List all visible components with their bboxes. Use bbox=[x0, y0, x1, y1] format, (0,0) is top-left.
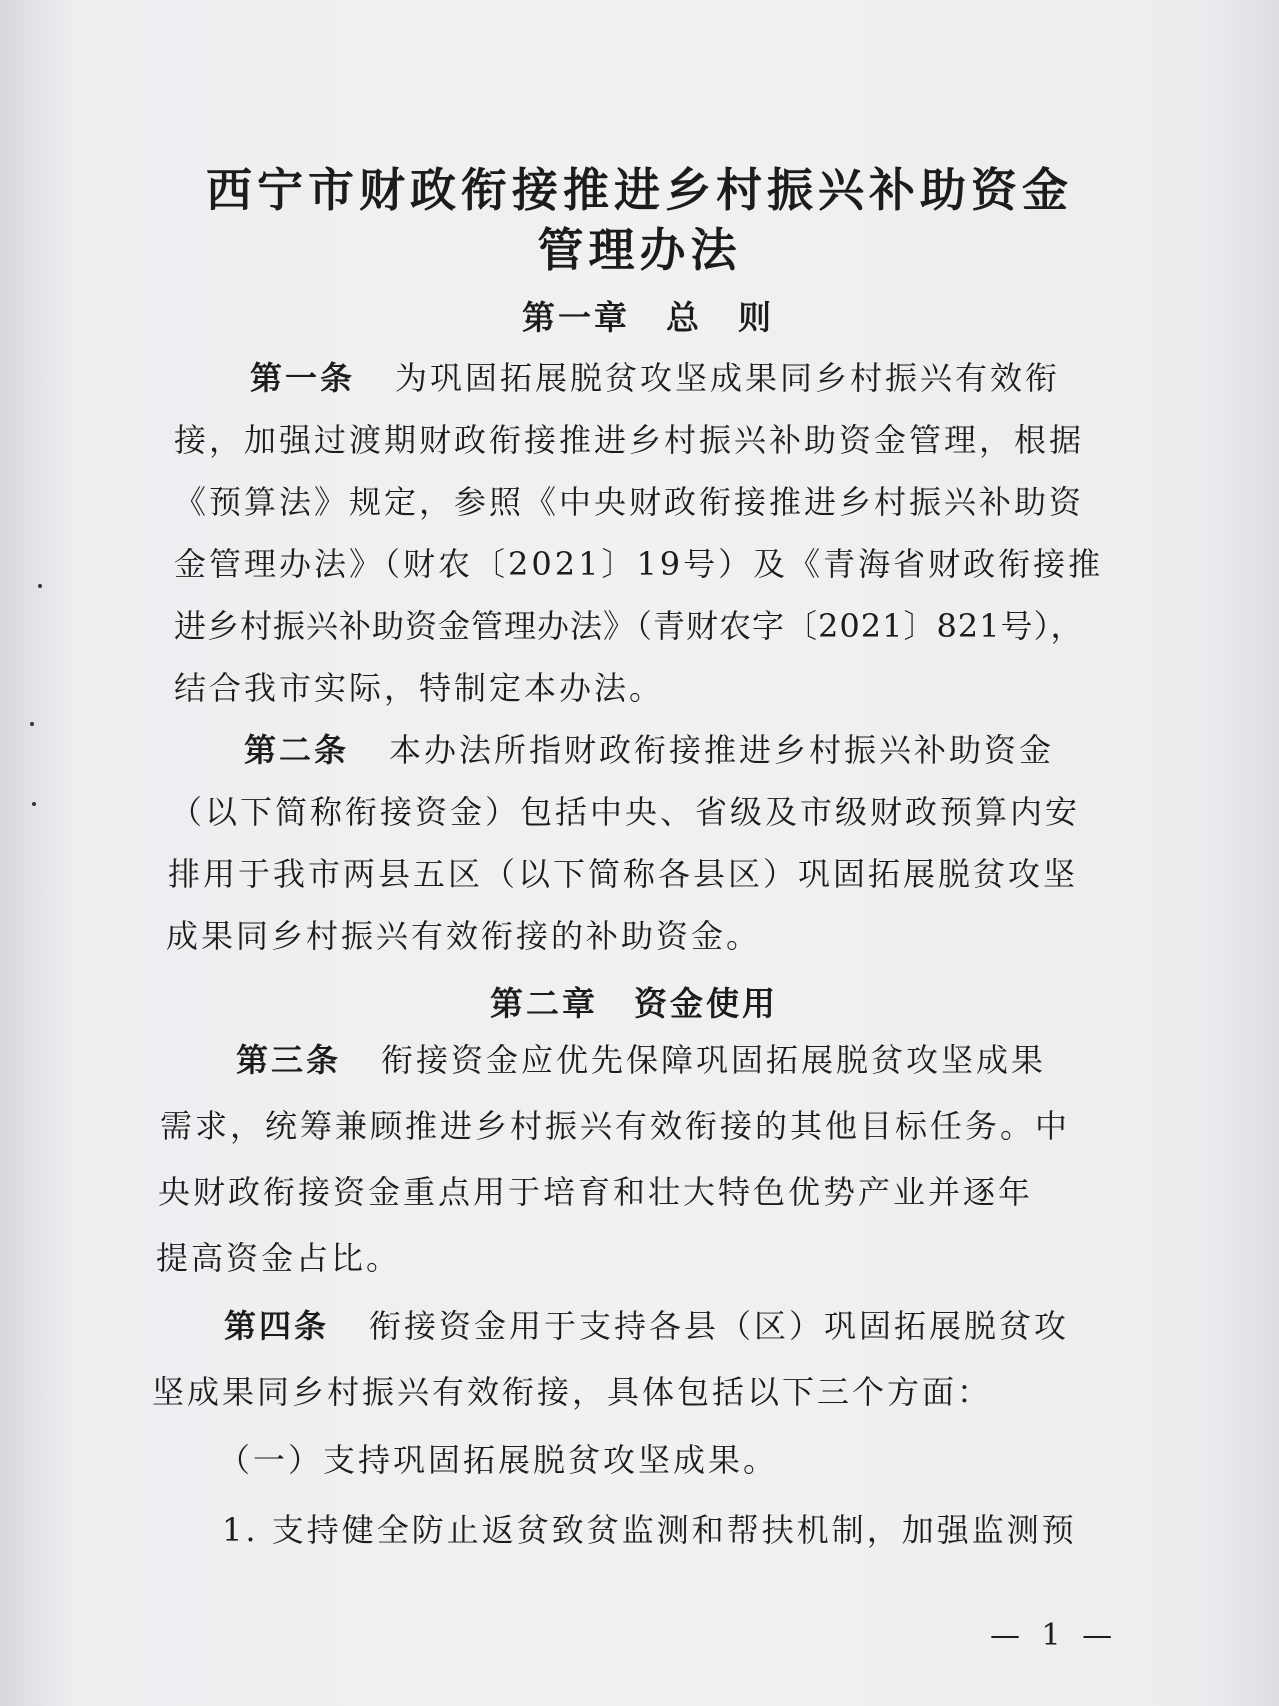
article-text: 为巩固拓展脱贫攻坚成果同乡村振兴有效衔 bbox=[395, 359, 1061, 397]
document-title-line-2: 管理办法 bbox=[537, 223, 742, 277]
article-3-line-1 bbox=[236, 1040, 1046, 1080]
paper-speck bbox=[38, 584, 42, 588]
article-text: 本办法所指财政衔接推进乡村振兴补助资金 bbox=[389, 731, 1055, 769]
item-1-1-text: 1. 支持健全防止返贫致贫监测和帮扶机制，加强监测预 bbox=[222, 1511, 1077, 1549]
article-4-line-1 bbox=[224, 1306, 1069, 1346]
article-label: 第二条 bbox=[244, 731, 350, 769]
item-1-heading: （一）支持巩固拓展脱贫攻坚成果。 bbox=[218, 1441, 779, 1479]
paper-speck bbox=[30, 722, 34, 726]
chapter-number: 第二章 bbox=[490, 984, 598, 1023]
chapter-1-heading bbox=[522, 292, 774, 339]
article-3-line-3: 央财政衔接资金重点用于培育和壮大特色优势产业并逐年 bbox=[158, 1173, 1034, 1211]
chapter-name: 总 则 bbox=[666, 298, 774, 337]
article-3-line-2: 需求，统筹兼顾推进乡村振兴有效衔接的其他目标任务。中 bbox=[160, 1107, 1071, 1145]
article-1-line-3: 《预算法》规定，参照《中央财政衔接推进乡村振兴补助资 bbox=[174, 483, 1085, 521]
chapter-name: 资金使用 bbox=[634, 984, 778, 1023]
article-1-line-6: 结合我市实际，特制定本办法。 bbox=[174, 669, 665, 707]
article-label: 第四条 bbox=[224, 1307, 330, 1345]
paper-speck bbox=[32, 802, 36, 806]
article-2-line-4: 成果同乡村振兴有效衔接的补助资金。 bbox=[166, 917, 762, 955]
article-text: 衔接资金应优先保障巩固拓展脱贫攻坚成果 bbox=[381, 1041, 1047, 1079]
article-2-line-1 bbox=[244, 730, 1054, 770]
article-label: 第三条 bbox=[236, 1041, 342, 1079]
chapter-2-heading bbox=[490, 978, 778, 1025]
article-3-line-4: 提高资金占比。 bbox=[156, 1239, 402, 1277]
document-title-line-1: 西宁市财政衔接推进乡村振兴补助资金 bbox=[206, 163, 1073, 217]
chapter-number: 第一章 bbox=[522, 298, 630, 337]
article-1-line-4: 金管理办法》（财农〔2021〕19号）及《青海省财政衔接推 bbox=[174, 545, 1104, 583]
page-number: — 1 — bbox=[990, 1618, 1119, 1653]
article-label: 第一条 bbox=[250, 359, 356, 397]
article-text: 衔接资金用于支持各县（区）巩固拓展脱贫攻 bbox=[369, 1307, 1070, 1345]
article-1-line-5: 进乡村振兴补助资金管理办法》（青财农字〔2021〕821号）， bbox=[174, 607, 1084, 645]
article-1-line-2: 接，加强过渡期财政衔接推进乡村振兴补助资金管理，根据 bbox=[174, 421, 1085, 459]
article-2-line-3: 排用于我市两县五区（以下简称各县区）巩固拓展脱贫攻坚 bbox=[168, 855, 1079, 893]
article-1-line-1 bbox=[250, 358, 1060, 398]
article-4-line-2: 坚成果同乡村振兴有效衔接，具体包括以下三个方面： bbox=[152, 1373, 993, 1411]
article-2-line-2: （以下简称衔接资金）包括中央、省级及市级财政预算内安 bbox=[170, 793, 1081, 831]
